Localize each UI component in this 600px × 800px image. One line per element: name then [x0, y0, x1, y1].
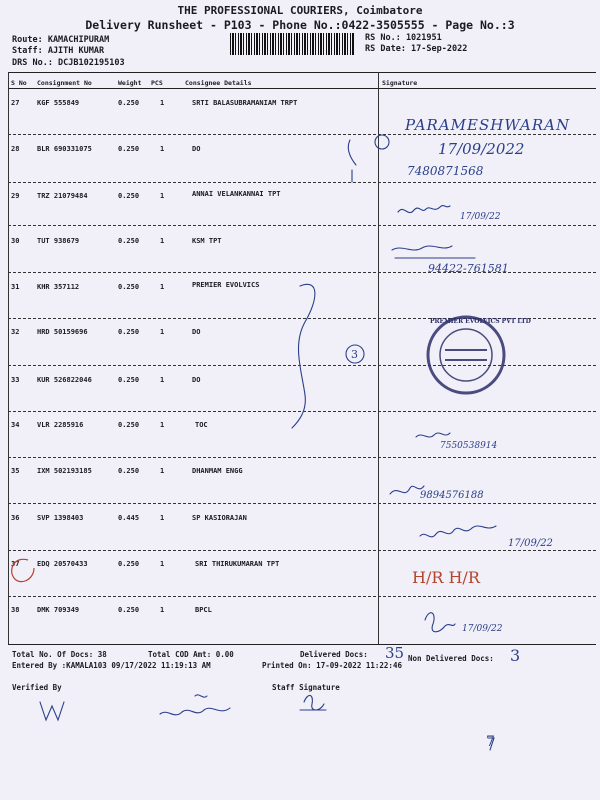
row-consignment: DMK 709349 — [37, 606, 80, 614]
row-consignee: SP KASIORAJAN — [192, 514, 247, 522]
row-consignment: SVP 1398403 — [37, 514, 84, 522]
row-weight: 0.250 — [118, 467, 140, 475]
printed-on: Printed On: 17-09-2022 11:22:46 — [262, 661, 402, 670]
ink-scribble — [348, 140, 356, 182]
row-sno: 27 — [11, 99, 20, 107]
row-consignment: TRZ 21079484 — [37, 192, 88, 200]
bottom-mark: 7 — [486, 734, 495, 750]
row-consignee: SRTI BALASUBRAMANIAM TRPT — [192, 99, 298, 107]
handwritten-date: 17/09/22 — [508, 538, 553, 549]
red-circle-mark — [12, 559, 34, 581]
row-consignment: KHR 357112 — [37, 283, 80, 291]
row-pcs: 1 — [160, 376, 165, 384]
col-weight: Weight — [118, 79, 142, 87]
row-weight: 0.250 — [118, 145, 140, 153]
handwritten-phone: 7480871568 — [407, 164, 484, 178]
row-weight: 0.250 — [118, 328, 140, 336]
row-weight: 0.250 — [118, 560, 140, 568]
signature-row30 — [392, 246, 475, 258]
ink-circle — [375, 135, 389, 149]
row-consignee: DHANMAM ENGG — [192, 467, 243, 475]
row-consignee: DO — [192, 376, 201, 384]
handwritten-date: 17/09/22 — [462, 624, 503, 634]
row-pcs: 1 — [160, 514, 165, 522]
row-consignment: BLR 690331075 — [37, 145, 92, 153]
row-consignment: VLR 2285916 — [37, 421, 84, 429]
ink-line — [292, 284, 315, 428]
signature-row35 — [390, 486, 424, 494]
circled-number: 3 — [351, 348, 358, 361]
row-pcs: 1 — [160, 606, 165, 614]
handwritten-hr-note: H/R H/R — [412, 568, 480, 587]
non-delivered-count: 3 — [510, 646, 521, 665]
row-pcs: 1 — [160, 283, 165, 291]
staff-signature-label: Staff Signature — [272, 683, 340, 692]
non-delivered-docs-label: Non Delivered Docs: — [408, 654, 494, 663]
row-sno: 35 — [11, 467, 20, 475]
row-weight: 0.250 — [118, 421, 140, 429]
verified-signature — [40, 702, 64, 720]
handwritten-name: PARAMESHWARAN — [405, 116, 571, 134]
row-pcs: 1 — [160, 99, 165, 107]
col-pcs: PCS — [151, 79, 163, 87]
company-title: THE PROFESSIONAL COURIERS, Coimbatore — [177, 4, 423, 17]
row-sno: 28 — [11, 145, 20, 153]
col-signature: Signature — [382, 79, 418, 87]
signature-row38 — [425, 613, 455, 632]
row-consignment: HRD 50159696 — [37, 328, 88, 336]
handwritten-phone: 7550538914 — [440, 441, 498, 451]
rs-number: RS No.: 1021951 — [365, 33, 442, 43]
col-sno: S No — [11, 79, 27, 87]
row-consignment: TUT 938679 — [37, 237, 80, 245]
col-consignee: Consignee Details — [185, 79, 252, 87]
bottom-tick — [488, 738, 494, 750]
row-consignee: KSM TPT — [192, 237, 222, 245]
col-consignment: Consignment No — [37, 79, 92, 87]
row-weight: 0.250 — [118, 237, 140, 245]
signature-row34 — [416, 433, 450, 437]
row-sno: 29 — [11, 192, 20, 200]
row-sno: 30 — [11, 237, 20, 245]
delivered-count: 35 — [385, 644, 405, 662]
delivered-docs-label: Delivered Docs: — [300, 650, 368, 659]
staff-label: Staff: AJITH KUMAR — [12, 46, 105, 56]
row-consignee: PREMIER EVOLVICS — [192, 281, 260, 289]
ink-circle — [346, 345, 364, 363]
row-weight: 0.445 — [118, 514, 140, 522]
row-sno: 38 — [11, 606, 20, 614]
middle-signature — [160, 695, 230, 715]
total-docs: Total No. Of Docs: 38 — [12, 650, 107, 659]
row-pcs: 1 — [160, 560, 165, 568]
row-consignment: EDQ 20570433 — [37, 560, 88, 568]
row-weight: 0.250 — [118, 192, 140, 200]
rs-date: RS Date: 17-Sep-2022 — [365, 44, 468, 54]
stamp-text: PREMIER EVOLVICS PVT LTD — [430, 318, 531, 325]
row-consignee: BPCL — [195, 606, 212, 614]
handwritten-date: 17/09/22 — [460, 212, 501, 222]
drs-number: DRS No.: DCJB102195103 — [12, 58, 125, 68]
row-weight: 0.250 — [118, 99, 140, 107]
row-sno: 31 — [11, 283, 20, 291]
row-sno: 34 — [11, 421, 20, 429]
row-pcs: 1 — [160, 145, 165, 153]
row-weight: 0.250 — [118, 606, 140, 614]
row-consignment: IXM 502193185 — [37, 467, 92, 475]
row-consignee: TOC — [195, 421, 208, 429]
row-consignee: DO — [192, 145, 201, 153]
row-consignee: SRI THIRUKUMARAN TPT — [195, 560, 280, 568]
handwritten-phone: 9894576188 — [420, 490, 484, 501]
row-pcs: 1 — [160, 237, 165, 245]
row-pcs: 1 — [160, 192, 165, 200]
row-sno: 37 — [11, 560, 20, 568]
runsheet-title: Delivery Runsheet - P103 - Phone No.:0422-3505555 - Page No.:3 — [85, 18, 515, 32]
row-sno: 32 — [11, 328, 20, 336]
row-pcs: 1 — [160, 421, 165, 429]
signature-row36 — [420, 526, 496, 537]
row-consignee: ANNAI VELANKANNAI TPT — [192, 190, 281, 198]
row-weight: 0.250 — [118, 283, 140, 291]
total-cod: Total COD Amt: 0.00 — [148, 650, 234, 659]
staff-signature — [300, 695, 326, 710]
row-sno: 33 — [11, 376, 20, 384]
handwritten-phone: 94422-761581 — [428, 262, 509, 275]
entered-by: Entered By :KAMALA103 09/17/2022 11:19:13 AM — [12, 661, 211, 670]
signature-row29 — [398, 206, 450, 213]
row-pcs: 1 — [160, 467, 165, 475]
row-consignee: DO — [192, 328, 201, 336]
row-weight: 0.250 — [118, 376, 140, 384]
row-sno: 36 — [11, 514, 20, 522]
verified-by-label: Verified By — [12, 683, 62, 692]
row-consignment: KUR 526822046 — [37, 376, 92, 384]
route-label: Route: KAMACHIPURAM — [12, 35, 110, 45]
handwritten-date: 17/09/2022 — [438, 140, 525, 158]
row-consignment: KGF 555849 — [37, 99, 80, 107]
company-stamp — [428, 317, 504, 393]
row-pcs: 1 — [160, 328, 165, 336]
